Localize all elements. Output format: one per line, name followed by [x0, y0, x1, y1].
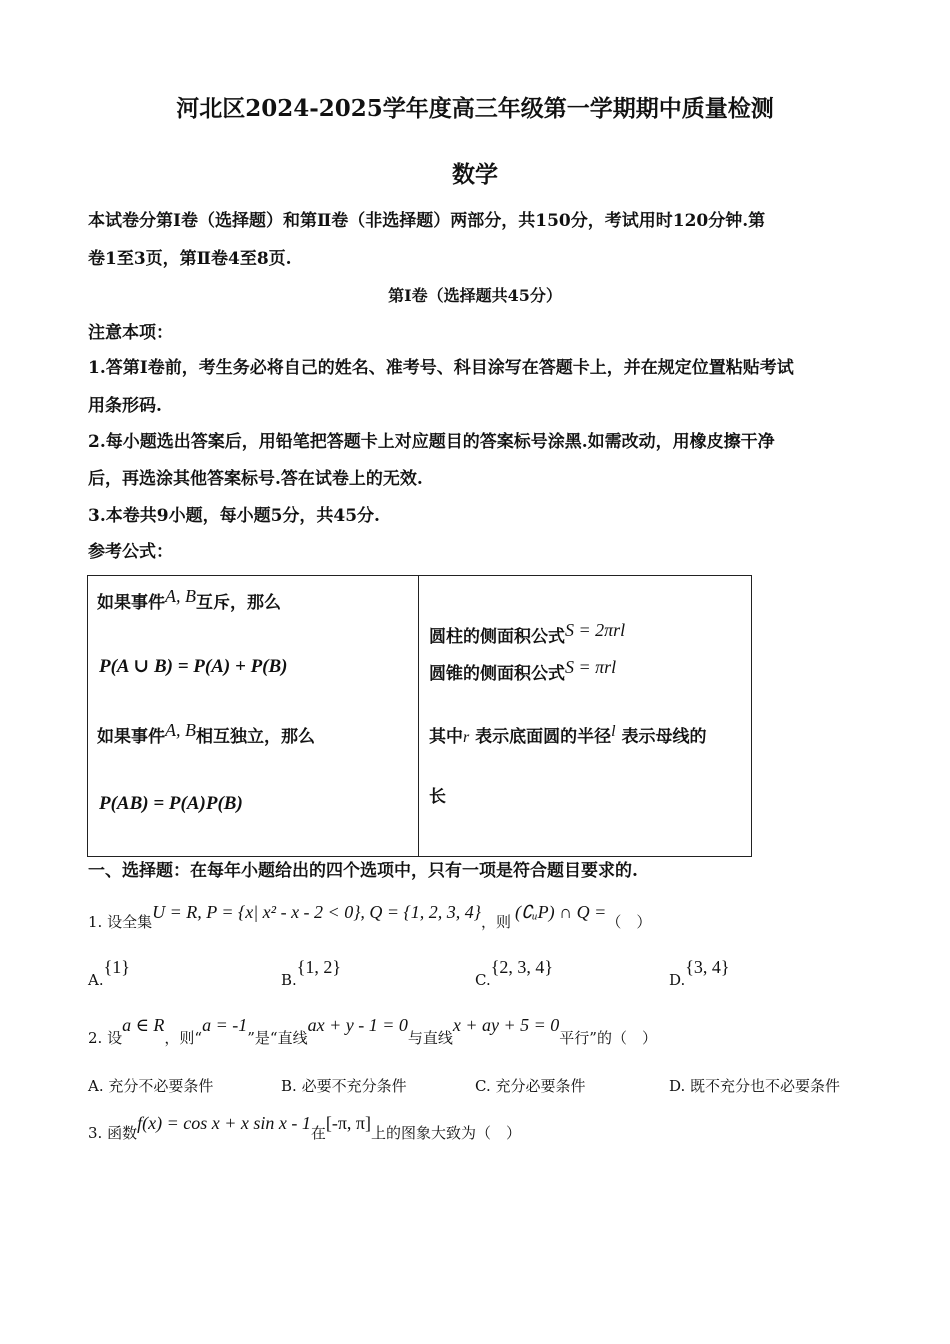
note-3: 3.本卷共9小题，每小题5分，共45分. [88, 506, 380, 526]
cone-text: 圆锥的侧面积公式 [429, 664, 565, 684]
q1-stem-c: （ ） [606, 913, 652, 931]
q2-stem-d: 与直线 [407, 1029, 453, 1047]
option-label: B. [281, 1077, 297, 1095]
q2-option-d[interactable] [669, 1077, 840, 1095]
q1-math: U = R, P = {x| x² - x - 2 < 0}, Q = {1, 2, 3, 4} [152, 902, 481, 922]
q2-stem-c: ”是“直线 [247, 1029, 308, 1047]
option-value: {2, 3, 4} [490, 957, 553, 977]
q1-option-d[interactable] [669, 957, 730, 989]
note-2-line-1: 2.每小题选出答案后，用铅笔把答题卡上对应题目的答案标号涂黑.如需改动，用橡皮擦干净 [88, 432, 775, 452]
q1-option-c[interactable] [475, 957, 553, 989]
q2-math3: ax + y - 1 = 0 [307, 1015, 408, 1035]
option-label: A. [88, 1077, 104, 1095]
q1-stem-b: ，则 [480, 913, 511, 931]
note-1-line-1: 1.答第Ⅰ卷前，考生务必将自己的姓名、准考号、科目涂写在答题卡上，并在规定位置粘贴考试 [88, 358, 794, 378]
q2-stem-e: 平行”的（ ） [559, 1029, 657, 1047]
q2-math4: x + ay + 5 = 0 [452, 1015, 560, 1035]
option-label: D. [669, 971, 686, 989]
cyl-text: 圆柱的侧面积公式 [429, 627, 565, 647]
option-label: D. [669, 1077, 686, 1095]
formula-table [87, 575, 752, 857]
indep-formula: P(AB) = P(A)P(B) [99, 793, 243, 814]
q3-stem-a: 3. 函数 [88, 1124, 138, 1142]
where-d: 长 [429, 787, 446, 807]
notice-title: 注意本项： [88, 323, 173, 343]
exam-subject: 数学 [452, 161, 498, 188]
q2-stem-a: 2. 设 [88, 1029, 123, 1047]
q3-stem-c: 上的图象大致为（ ） [371, 1124, 522, 1142]
where-l: l [611, 723, 616, 740]
option-value: {1} [103, 957, 130, 977]
q2-math2: a = -1 [202, 1015, 248, 1035]
indep-text-b: 相互独立，那么 [196, 727, 315, 747]
exam-title: 河北区2024-2025学年度高三年级第一学期期中质量检测 [176, 95, 774, 122]
q1-option-a[interactable] [88, 957, 130, 989]
option-value: {1, 2} [296, 957, 342, 977]
section-heading: 第Ⅰ卷（选择题共45分） [388, 286, 562, 305]
intro-line-1: 本试卷分第Ⅰ卷（选择题）和第Ⅱ卷（非选择题）两部分，共150分，考试用时120分钟.第 [88, 211, 766, 231]
where-a: 其中 [429, 727, 463, 747]
intro-line-2: 卷1至3页，第Ⅱ卷4至8页. [88, 249, 292, 269]
question-1 [88, 902, 652, 931]
cone-formula: S = πrl [565, 657, 617, 677]
q3-stem-b: 在 [310, 1124, 326, 1142]
question-2 [88, 1015, 657, 1047]
mutex-vars: A, B [165, 586, 196, 606]
option-value: 充分不必要条件 [108, 1077, 214, 1095]
q1-stem-a: 1. 设全集 [88, 913, 153, 931]
mutex-formula: P(A ∪ B) = P(A) + P(B) [99, 656, 288, 677]
q2-option-a[interactable] [88, 1077, 213, 1095]
where-c: 表示母线的 [621, 727, 707, 747]
formula-title: 参考公式： [88, 542, 173, 562]
option-label: C. [475, 971, 491, 989]
q2-stem-b: ，则“ [164, 1029, 203, 1047]
question-3 [88, 1113, 522, 1142]
option-label: B. [281, 971, 297, 989]
note-2-line-2: 后，再选涂其他答案标号.答在试卷上的无效. [88, 469, 423, 489]
q3-math2: [-π, π] [325, 1113, 372, 1133]
option-value: 充分必要条件 [495, 1077, 586, 1095]
formula-cell-left [88, 576, 419, 857]
formula-cell-right [419, 576, 752, 857]
mutex-text-a: 如果事件 [97, 593, 165, 613]
option-label: C. [475, 1077, 491, 1095]
where-b: 表示底面圆的半径 [475, 727, 612, 747]
q1-option-b[interactable] [281, 957, 342, 989]
mutex-text-b: 互斥，那么 [196, 593, 281, 613]
cyl-formula: S = 2πrl [565, 620, 626, 640]
q1-math2: (∁ᵤP) ∩ Q = [514, 902, 607, 922]
where-r: r [463, 729, 470, 746]
q2-math1: a ∈ R [122, 1015, 165, 1035]
option-value: {3, 4} [685, 957, 730, 977]
option-label: A. [88, 971, 104, 989]
note-1-line-2: 用条形码. [88, 396, 162, 416]
q2-option-c[interactable] [475, 1077, 586, 1095]
option-value: 必要不充分条件 [301, 1077, 407, 1095]
option-value: 既不充分也不必要条件 [690, 1077, 841, 1095]
part1-heading: 一、选择题：在每年小题给出的四个选项中，只有一项是符合题目要求的. [88, 861, 638, 881]
q3-math1: f(x) = cos x + x sin x - 1 [137, 1113, 311, 1133]
q2-option-b[interactable] [281, 1077, 407, 1095]
indep-text-a: 如果事件 [97, 727, 165, 747]
indep-vars: A, B [165, 720, 196, 740]
